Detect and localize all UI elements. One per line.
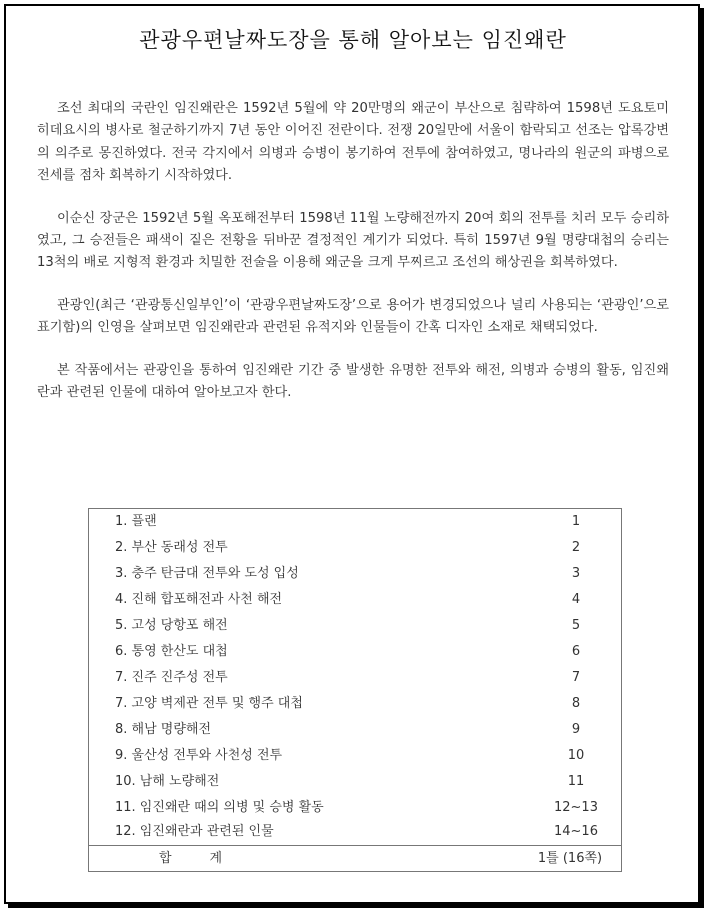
toc-item-page: 14~16: [554, 824, 598, 839]
toc-item-page: 12~13: [554, 800, 598, 815]
toc-item-page: 9: [571, 722, 581, 737]
toc-item-page: 8: [571, 696, 581, 711]
toc-row: [89, 535, 623, 561]
toc-item-label: 6. 통영 한산도 대첩: [115, 644, 228, 659]
toc-row: [89, 795, 623, 821]
toc-row: [89, 743, 623, 769]
toc-item-label: 10. 남해 노량해전: [115, 774, 220, 789]
toc-item-page: 1: [571, 514, 581, 529]
toc-row: [89, 717, 623, 743]
toc-item-label: 7. 진주 진주성 전투: [115, 670, 228, 685]
table-of-contents: [88, 508, 622, 872]
toc-item-page: 2: [571, 540, 581, 555]
toc-item-label: 1. 플랜: [115, 514, 157, 529]
toc-item-page: 10: [567, 748, 585, 763]
toc-item-label: 2. 부산 동래성 전투: [115, 540, 228, 555]
toc-item-label: 9. 울산성 전투와 사천성 전투: [115, 748, 283, 763]
toc-item-label: 3. 충주 탄금대 전투와 도성 입성: [115, 566, 299, 581]
toc-item-page: 11: [567, 774, 585, 789]
toc-total-label: 합계: [159, 851, 261, 866]
toc-item-label: 12. 임진왜란과 관련된 인물: [115, 824, 274, 839]
toc-row: [89, 769, 623, 795]
intro-text: [37, 98, 669, 424]
toc-row: [89, 819, 623, 845]
toc-item-page: 7: [571, 670, 581, 685]
toc-row: [89, 613, 623, 639]
paragraph: 조선 최대의 국란인 임진왜란은 1592년 5월에 약 20만명의 왜군이 부산으로 침략하여 1598년 도요토미 히데요시의 병사로 철군하기까지 7년 동안 이어진 전란이다. 전쟁 20일만에 서울이 함락되고 선조는 압록강변의 의주로 몽진하였다. 전국 각지에서 의병과 승병이 봉기하여 전투에 참여하였고, 명나라의 원군의 파병으로 전세를 점차 회복하기 시작하였다.: [37, 101, 669, 184]
toc-item-page: 3: [571, 566, 581, 581]
paragraph: 관광인(최근 ‘관광통신일부인’이 ‘관광우편날짜도장’으로 용어가 변경되었으나 널리 사용되는 ‘관광인’으로 표기함)의 인영을 살펴보면 임진왜란과 관련된 유적지와 인물들이 간혹 디자인 소재로 채택되었다.: [37, 297, 669, 336]
toc-item-page: 4: [571, 592, 581, 607]
toc-row: [89, 561, 623, 587]
toc-item-label: 7. 고양 벽제관 전투 및 행주 대첩: [115, 696, 303, 711]
document-title: 관광우편날짜도장을 통해 알아보는 임진왜란: [139, 28, 567, 52]
paragraph: 이순신 장군은 1592년 5월 옥포해전부터 1598년 11월 노량해전까지 20여 회의 전투를 치러 모두 승리하였고, 그 승전들은 패색이 짙은 전황을 뒤바꾼 결정적인 계기가 되었다. 특히 1597년 9월 명량대첩의 승리는 13척의 배로 지형적 환경과 치밀한 전술을 이용해 왜군을 크게 무찌르고 조선의 해상권을 회복하였다.: [37, 210, 669, 271]
toc-row: [89, 509, 623, 535]
toc-total-value: 1틀 (16쪽): [537, 851, 603, 866]
toc-row: [89, 665, 623, 691]
toc-item-label: 11. 임진왜란 때의 의병 및 승병 활동: [115, 800, 324, 815]
paragraph: 본 작품에서는 관광인을 통하여 임진왜란 기간 중 발생한 유명한 전투와 해전, 의병과 승병의 활동, 임진왜란과 관련된 인물에 대하여 알아보고자 한다.: [37, 362, 669, 401]
toc-item-page: 6: [571, 644, 581, 659]
toc-total-row: [89, 845, 621, 872]
toc-row: [89, 639, 623, 665]
toc-item-label: 4. 진해 합포해전과 사천 해전: [115, 592, 283, 607]
toc-item-label: 5. 고성 당항포 해전: [115, 618, 228, 633]
toc-row: [89, 691, 623, 717]
toc-row: [89, 587, 623, 613]
toc-item-page: 5: [571, 618, 581, 633]
toc-item-label: 8. 해남 명량해전: [115, 722, 212, 737]
